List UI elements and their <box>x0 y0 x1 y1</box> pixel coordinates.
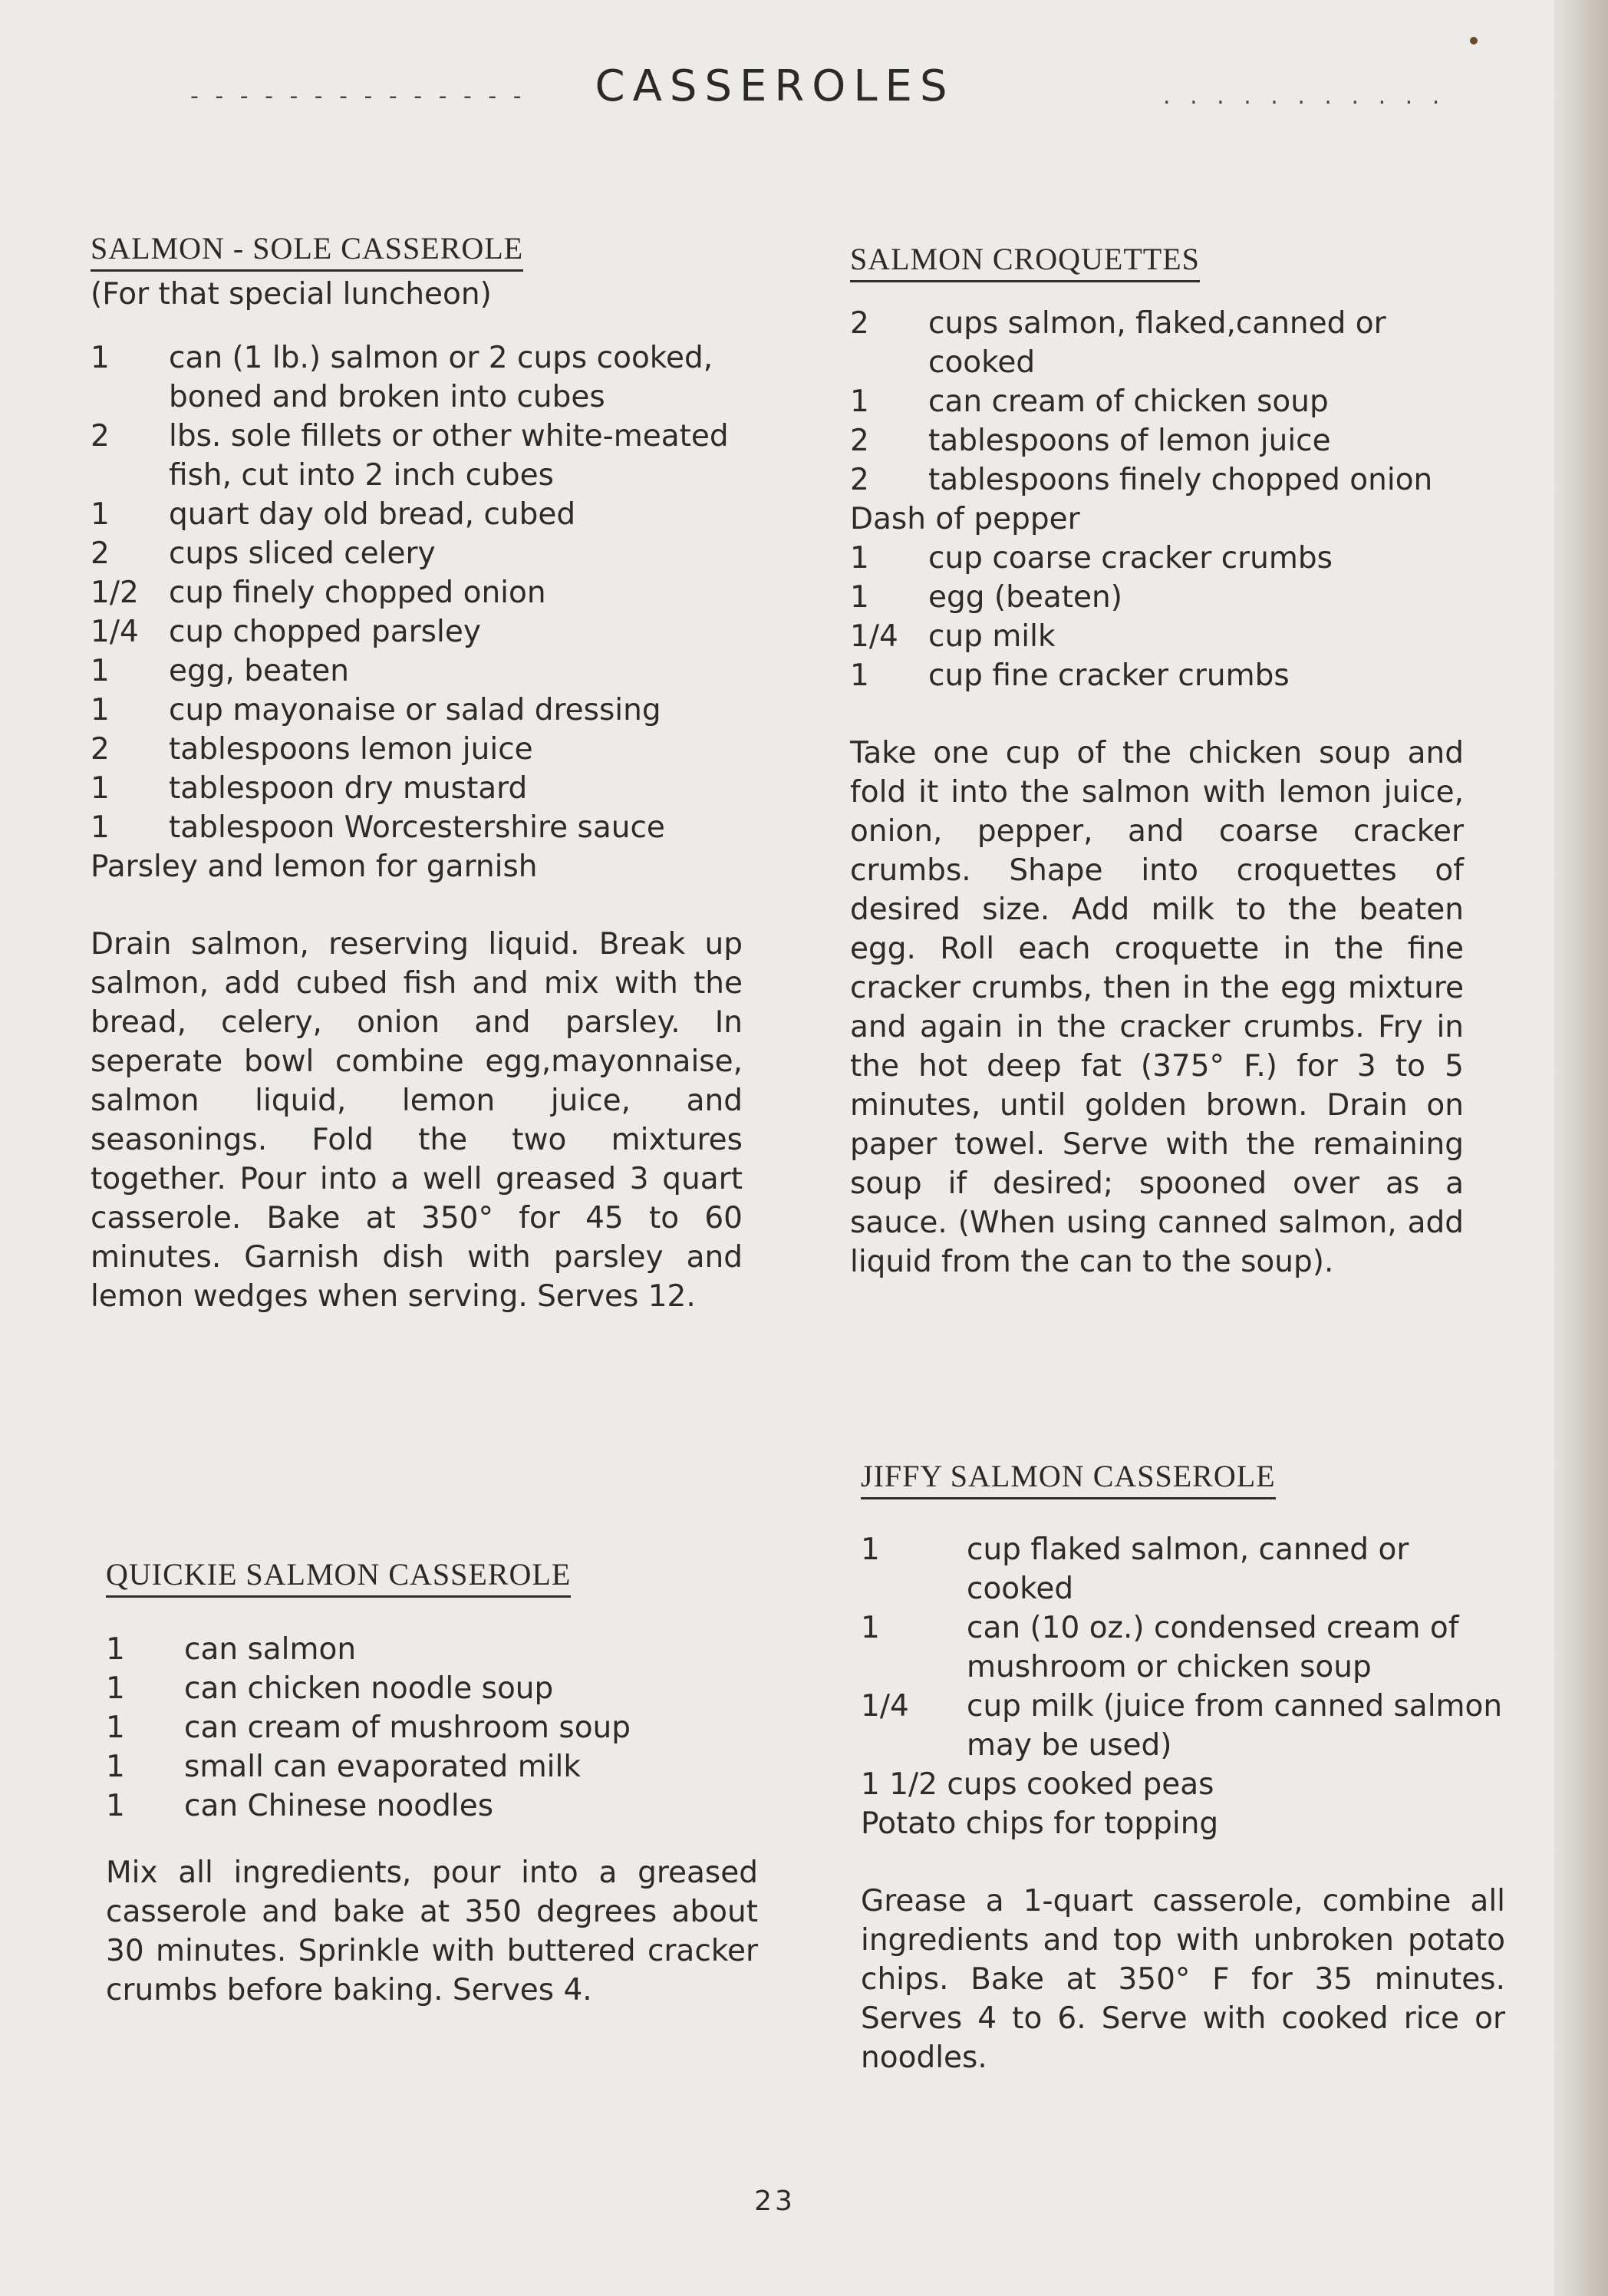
recipe-quickie-salmon-casserole <box>106 1555 758 2010</box>
ingredient-note: Dash of pepper <box>850 502 1080 536</box>
page-number: 23 <box>754 2185 796 2217</box>
ingredient-row: 1 can salmon <box>106 1632 357 1667</box>
ingredient-row: 1 can (10 oz.) condensed cream of mushroom or chicken soup <box>861 1611 1459 1684</box>
ingredient-row: 1 can cream of chicken soup <box>850 384 1329 419</box>
header-left-rule: - - - - - - - - - - - - - - <box>190 83 526 110</box>
ingredient-row: 1 can (1 lb.) salmon or 2 cups cooked, boned and broken into cubes <box>91 341 713 414</box>
ingredient-row: 1 tablespoon Worcestershire sauce <box>91 810 665 845</box>
ingredient-list <box>850 304 1464 695</box>
ingredient-row: 1 cup coarse cracker crumbs <box>850 541 1333 576</box>
ingredient-row: 2 tablespoons finely chopped onion <box>850 463 1433 497</box>
recipe-jiffy-salmon-casserole <box>861 1456 1505 2077</box>
ingredient-list <box>861 1530 1505 1843</box>
ingredient-row: 2 tablespoons lemon juice <box>91 732 533 767</box>
page-title: CASSEROLES <box>595 61 955 111</box>
recipe-salmon-croquettes <box>850 239 1464 1282</box>
ingredient-list <box>106 1630 758 1826</box>
ingredient-row: 1 can chicken noodle soup <box>106 1671 554 1706</box>
ingredient-row: 1 tablespoon dry mustard <box>91 771 528 806</box>
ingredient-note: 1 1/2 cups cooked peas <box>861 1767 1214 1802</box>
ingredient-row: 2 tablespoons of lemon juice <box>850 424 1331 458</box>
recipe-title: SALMON CROQUETTES <box>850 239 1200 282</box>
header-right-rule: . . . . . . . . . . . <box>1163 83 1446 110</box>
recipe-subtitle: (For that special luncheon) <box>91 277 492 312</box>
ingredient-row: 1 cup flaked salmon, canned or cooked <box>861 1532 1409 1606</box>
recipe-directions: Take one cup of the chicken soup and fold it into the salmon with lemon juice, onion, pepper, and coarse cracker crumbs. Shape into croquettes of desired size. Add milk to the beaten egg. Roll each croquette in the fine cracker crumbs, then in the egg mixture and again in the cracker crumbs. Fry in the hot deep fat (375° F.) for 3 to 5 minutes, until golden brown. Drain on paper towel. Serve with the remaining soup if desired; spooned over as a sauce. (When using canned salmon, add liquid from the can to the soup). <box>850 736 1464 1279</box>
recipe-directions: Drain salmon, reserving liquid. Break up salmon, add cubed fish and mix with the bread, celery, onion and parsley. In seperate bowl combine egg,mayonnaise, salmon liquid, lemon juice, and seasonings. Fold the two mixtures together. Pour into a well greased 3 quart casserole. Bake at 350° for 45 to 60 minutes. Garnish dish with parsley and lemon wedges when serving. Serves 12. <box>91 927 743 1314</box>
ingredient-row: 1 can Chinese noodles <box>106 1789 494 1823</box>
ingredient-row: 1/4 cup milk (juice from canned salmon may be used) <box>861 1689 1503 1763</box>
ingredient-row: 1 cup fine cracker crumbs <box>850 658 1290 693</box>
ingredient-row: 1 egg (beaten) <box>850 580 1122 615</box>
ingredient-note: Parsley and lemon for garnish <box>91 849 538 884</box>
ingredient-list <box>91 338 743 886</box>
recipe-title: QUICKIE SALMON CASSEROLE <box>106 1555 571 1598</box>
recipe-directions: Grease a 1-quart casserole, combine all ingredients and top with unbroken potato chips. Bake at 350° F for 35 minutes. Serves 4 to 6. Serve with cooked rice or noodles. <box>861 1884 1505 2075</box>
ingredient-row: 1 small can evaporated milk <box>106 1750 581 1784</box>
ingredient-row: 1/2 cup finely chopped onion <box>91 576 546 610</box>
ingredient-row: 1 cup mayonaise or salad dressing <box>91 693 661 727</box>
recipe-salmon-sole-casserole <box>91 229 743 1316</box>
ingredient-row: 2 cups sliced celery <box>91 536 436 571</box>
ingredient-row: 1/4 cup chopped parsley <box>91 615 481 649</box>
recipe-title: JIFFY SALMON CASSEROLE <box>861 1456 1276 1499</box>
ingredient-row: 2 cups salmon, flaked,canned or cooked <box>850 306 1386 380</box>
page-header <box>0 61 1550 111</box>
ink-speck <box>1470 37 1478 45</box>
ingredient-row: 1 egg, beaten <box>91 654 349 688</box>
ingredient-row: 1 can cream of mushroom soup <box>106 1710 631 1745</box>
recipe-directions: Mix all ingredients, pour into a greased casserole and bake at 350 degrees about 30 minutes. Sprinkle with buttered cracker crumbs before baking. Serves 4. <box>106 1856 758 2007</box>
ingredient-row: 1 quart day old bread, cubed <box>91 497 576 532</box>
ingredient-row: 1/4 cup milk <box>850 619 1056 654</box>
recipe-title: SALMON - SOLE CASSEROLE <box>91 229 523 272</box>
page-edge <box>1554 0 1608 2296</box>
ingredient-note: Potato chips for topping <box>861 1806 1219 1841</box>
ingredient-row: 2 lbs. sole fillets or other white-meated fish, cut into 2 inch cubes <box>91 419 729 493</box>
